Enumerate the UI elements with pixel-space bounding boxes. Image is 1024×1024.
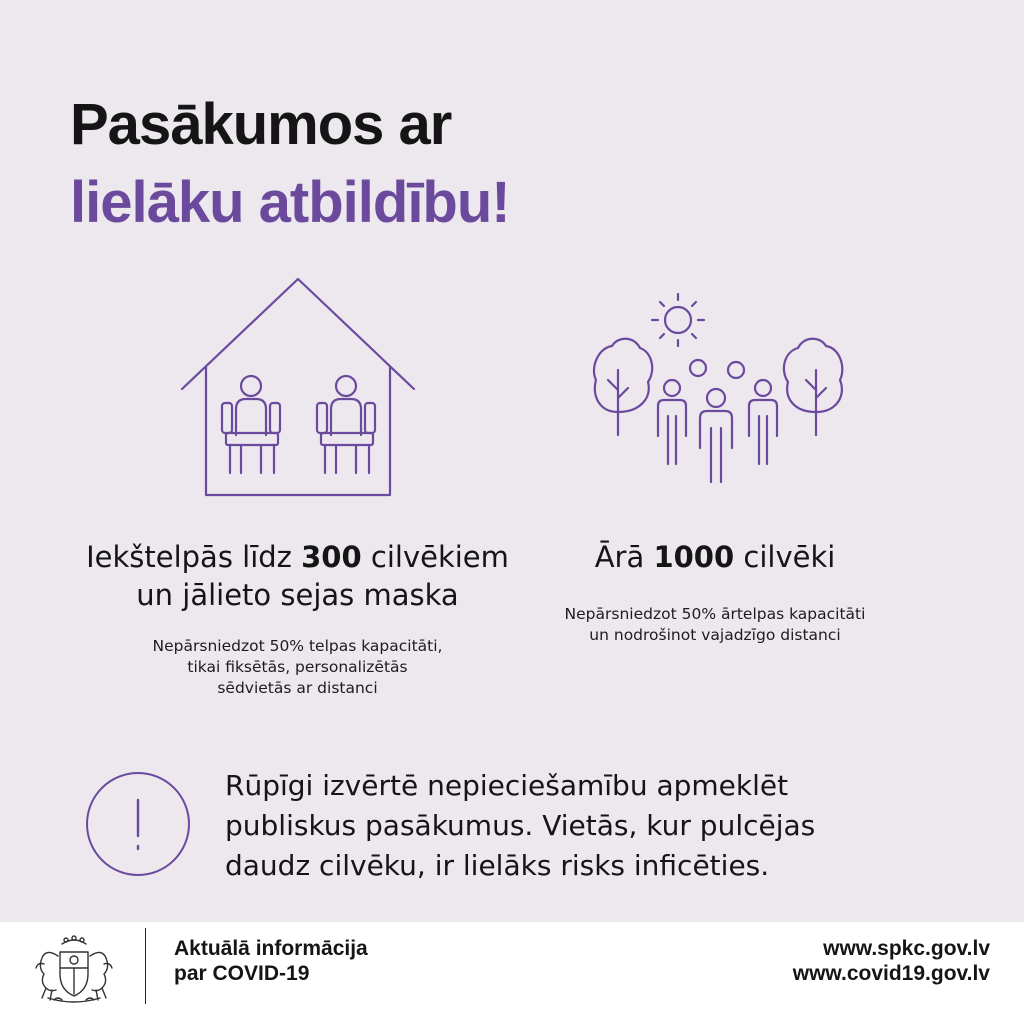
outdoor-headline-pre: Ārā <box>594 540 654 574</box>
indoor-note-line3: sēdvietās ar distanci <box>217 679 378 697</box>
footer-info-line2: par COVID-19 <box>174 962 310 985</box>
indoor-headline-pre: Iekštelpās līdz <box>86 540 302 574</box>
indoor-note-line2: tikai fiksētās, personalizētās <box>187 658 408 676</box>
house-seated-people-icon <box>178 275 418 500</box>
outdoor-note <box>530 604 900 646</box>
indoor-note <box>40 636 555 699</box>
outdoor-section <box>530 538 900 646</box>
page-title <box>70 86 510 242</box>
exclamation-circle-icon <box>86 772 190 876</box>
footer-links <box>793 936 990 986</box>
footer-info <box>174 936 368 986</box>
indoor-headline-number: 300 <box>301 540 362 574</box>
indoor-headline-post: cilvēkiem <box>361 540 509 574</box>
footer-info-line1: Aktuālā informācija <box>174 937 368 960</box>
indoor-headline-line2: un jālieto sejas maska <box>136 578 459 612</box>
outdoor-headline <box>530 538 900 576</box>
outdoor-note-line2: un nodrošinot vajadzīgo distanci <box>589 626 841 644</box>
indoor-note-line1: Nepārsniedzot 50% telpas kapacitāti, <box>152 637 443 655</box>
park-people-sun-icon <box>588 290 846 490</box>
outdoor-headline-post: cilvēki <box>734 540 836 574</box>
latvia-coat-of-arms-icon <box>32 934 116 1004</box>
footer-divider <box>145 928 146 1004</box>
warning-line2: publiskus pasākumus. Vietās, kur pulcējas <box>225 809 816 842</box>
warning-text <box>225 766 985 886</box>
footer <box>0 922 1024 1024</box>
warning-line1: Rūpīgi izvērtē nepieciešamību apmeklēt <box>225 769 789 802</box>
link-covid19[interactable]: www.covid19.gov.lv <box>792 962 990 985</box>
title-line-2: lielāku atbildību! <box>70 170 510 235</box>
warning-line3: daudz cilvēku, ir lielāks risks inficēties. <box>225 849 770 882</box>
indoor-headline <box>40 538 555 614</box>
title-line-1: Pasākumos ar <box>70 92 452 157</box>
outdoor-headline-number: 1000 <box>653 540 735 574</box>
link-spkc[interactable]: www.spkc.gov.lv <box>823 937 990 960</box>
indoor-section <box>40 538 555 699</box>
outdoor-note-line1: Nepārsniedzot 50% ārtelpas kapacitāti <box>564 605 866 623</box>
